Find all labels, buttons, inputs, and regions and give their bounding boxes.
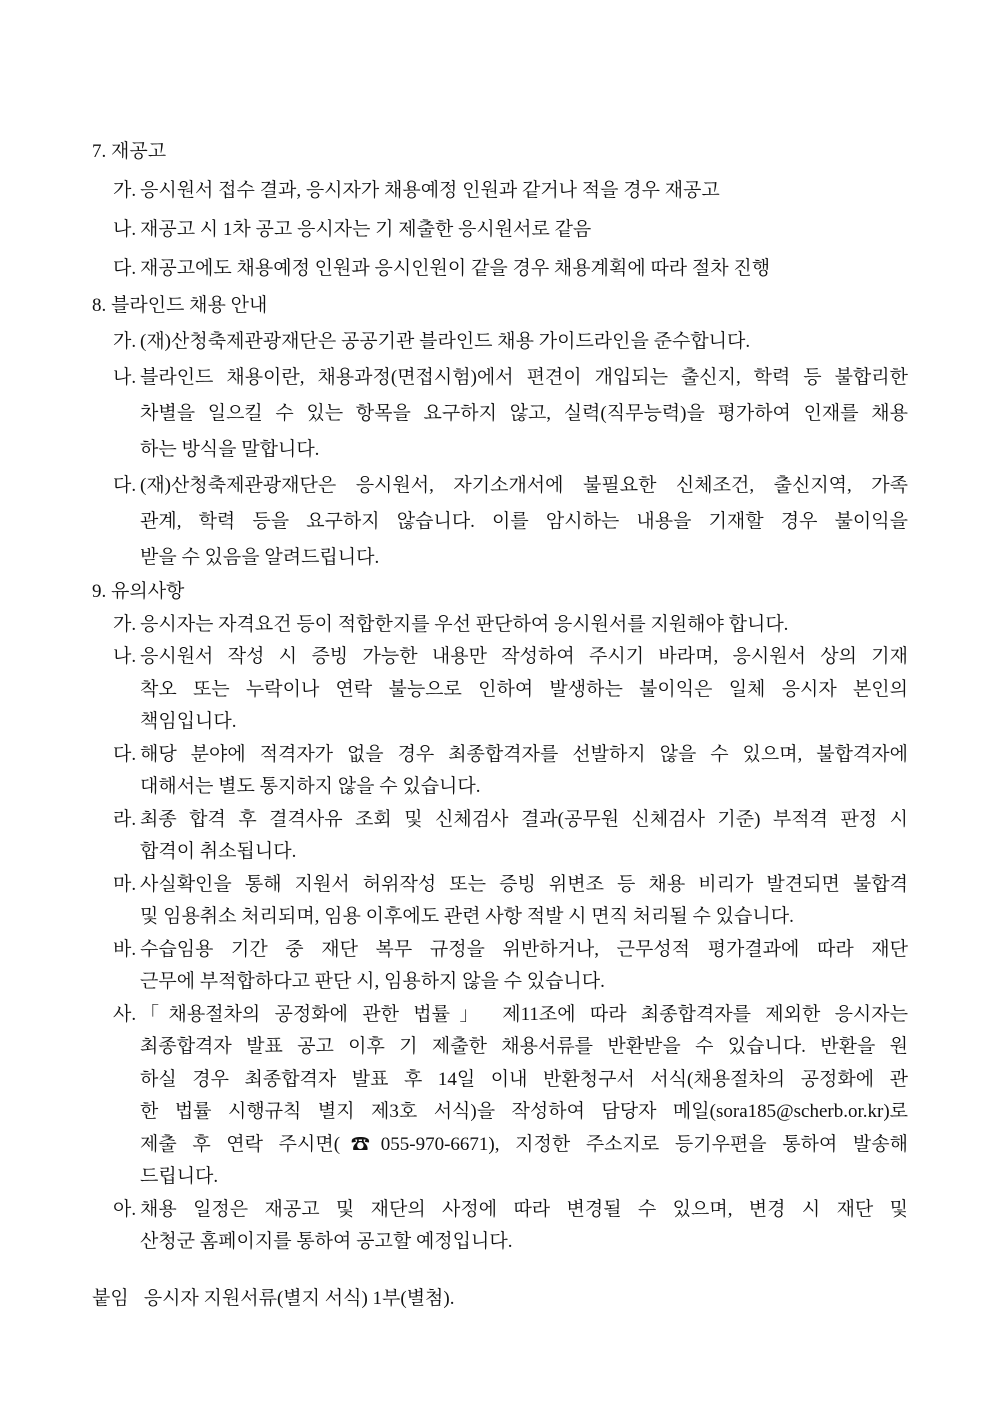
text-line: 받을 수 있음을 알려드립니다. [140, 547, 380, 568]
list-item [113, 869, 908, 934]
item-label: 다. [113, 743, 137, 765]
item-text [140, 609, 908, 642]
section [92, 288, 908, 576]
section-heading [92, 288, 908, 324]
text-line: 채용 일정은 재공고 및 재단의 사정에 따라 변경될 수 있으며, 변경 시 재단 및 [140, 1198, 908, 1220]
section [92, 576, 908, 1259]
text-line: (재)산청축제관광재단은 공공기관 블라인드 채용 가이드라인을 준수합니다. [140, 331, 751, 352]
section-number: 8. [92, 295, 107, 316]
text-line: 응시자는 자격요건 등이 적합한지를 우선 판단하여 응시원서를 지원해야 합니다. [140, 613, 789, 635]
text-line: 근무에 부적합하다고 판단 시, 임용하지 않을 수 있습니다. [140, 971, 605, 992]
item-text [140, 249, 908, 288]
text-line: 최종합격자 발표 공고 이후 기 제출한 채용서류를 반환받을 수 있습니다. 반환을 원 [140, 1036, 908, 1057]
list-item [113, 249, 908, 288]
item-label: 다. [113, 475, 137, 496]
text-line: 착오 또는 누락이나 연락 불능으로 인하여 발생하는 불이익은 일체 응시자 본인의 [140, 678, 908, 700]
item-label: 가. [113, 180, 137, 201]
text-line: 관계, 학력 등을 요구하지 않습니다. 이를 암시하는 내용을 기재할 경우 불이익을 [140, 511, 908, 532]
item-text [140, 171, 908, 210]
item-label: 마. [113, 873, 137, 895]
text-line: 해당 분야에 적격자가 없을 경우 최종합격자를 선발하지 않을 수 있으며, 불합격자에 [140, 743, 908, 765]
text-line: 드립니다. [140, 1166, 219, 1187]
list-item [113, 324, 908, 360]
attachment-line [92, 1283, 908, 1315]
text-line: 블라인드 채용이란, 채용과정(면접시험)에서 편견이 개입되는 출신지, 학력 등 불합리한 [140, 367, 908, 388]
text-line: 하실 경우 최종합격자 발표 후 14일 이내 반환청구서 서식(채용절차의 공정화에 관 [140, 1068, 908, 1090]
item-label: 가. [113, 331, 137, 352]
list-item [113, 609, 908, 642]
item-text [140, 360, 908, 468]
item-label: 가. [113, 613, 137, 635]
text-line: 응시원서 작성 시 증빙 가능한 내용만 작성하여 주시기 바라며, 응시원서 상의 기재 [140, 646, 908, 667]
text-line: 책임입니다. [140, 711, 237, 732]
list-item [113, 171, 908, 210]
text-line: 재공고 시 1차 공고 응시자는 기 제출한 응시원서로 같음 [140, 219, 592, 240]
item-label: 아. [113, 1198, 137, 1220]
list-item [113, 641, 908, 739]
text-line: 및 임용취소 처리되며, 임용 이후에도 관련 사항 적발 시 면직 처리될 수 있습니다. [140, 906, 794, 927]
text-line: 합격이 취소됩니다. [140, 841, 297, 862]
list-item [113, 739, 908, 804]
text-line: 산청군 홈페이지를 통하여 공고할 예정입니다. [140, 1231, 513, 1252]
item-label: 바. [113, 938, 137, 960]
list-item [113, 360, 908, 468]
list-item [113, 210, 908, 249]
item-label: 다. [113, 258, 137, 279]
item-text [140, 641, 908, 739]
section-title: 유의사항 [111, 581, 185, 602]
item-label: 나. [113, 219, 137, 240]
item-text [140, 999, 908, 1194]
item-text [140, 210, 908, 249]
list-item [113, 1194, 908, 1259]
section [92, 132, 908, 288]
text-line: 한 법률 시행규칙 별지 제3호 서식)을 작성하여 담당자 메일(sora185@scherb.or.kr)로 [140, 1101, 908, 1122]
section-number: 7. [92, 141, 107, 162]
item-label: 나. [113, 646, 137, 667]
item-label: 나. [113, 367, 137, 388]
list-item [113, 468, 908, 576]
text-line: (재)산청축제관광재단은 응시원서, 자기소개서에 불필요한 신체조건, 출신지역, 가족 [140, 475, 908, 496]
item-text [140, 739, 908, 804]
section-heading [92, 132, 908, 171]
item-label: 라. [113, 808, 137, 830]
item-text [140, 468, 908, 576]
attachment-text: 응시자 지원서류(별지 서식) 1부(별첨). [143, 1287, 455, 1309]
item-text [140, 934, 908, 999]
item-text [140, 804, 908, 869]
text-line: 응시원서 접수 결과, 응시자가 채용예정 인원과 같거나 적을 경우 재공고 [140, 180, 720, 201]
text-line: 재공고에도 채용예정 인원과 응시인원이 같을 경우 채용계획에 따라 절차 진행 [140, 258, 771, 279]
list-item [113, 804, 908, 869]
section-title: 재공고 [111, 141, 167, 162]
item-label: 사. [113, 1003, 137, 1025]
text-line: 대해서는 별도 통지하지 않을 수 있습니다. [140, 776, 481, 797]
text-line: 수습임용 기간 중 재단 복무 규정을 위반하거나, 근무성적 평가결과에 따라 재단 [140, 938, 908, 960]
section-title: 블라인드 채용 안내 [111, 295, 268, 316]
text-line: 「채용절차의 공정화에 관한 법률」 제11조에 따라 최종합격자를 제외한 응시자는 [140, 1003, 908, 1025]
attachment-label: 붙임 [92, 1287, 129, 1309]
item-text [140, 324, 908, 360]
section-number: 9. [92, 581, 107, 602]
item-text [140, 1194, 908, 1259]
sections-container [92, 132, 908, 1259]
text-line: 제출 후 연락 주시면(☎055-970-6671), 지정한 주소지로 등기우편을 통하여 발송해 [140, 1133, 908, 1155]
text-line: 하는 방식을 말합니다. [140, 439, 320, 460]
text-line: 차별을 일으킬 수 있는 항목을 요구하지 않고, 실력(직무능력)을 평가하여 인재를 채용 [140, 403, 908, 424]
list-item [113, 999, 908, 1194]
text-line: 최종 합격 후 결격사유 조회 및 신체검사 결과(공무원 신체검사 기준) 부적격 판정 시 [140, 808, 908, 830]
item-text [140, 869, 908, 934]
list-item [113, 934, 908, 999]
text-line: 사실확인을 통해 지원서 허위작성 또는 증빙 위변조 등 채용 비리가 발견되면 불합격 [140, 873, 908, 895]
section-heading [92, 576, 908, 609]
